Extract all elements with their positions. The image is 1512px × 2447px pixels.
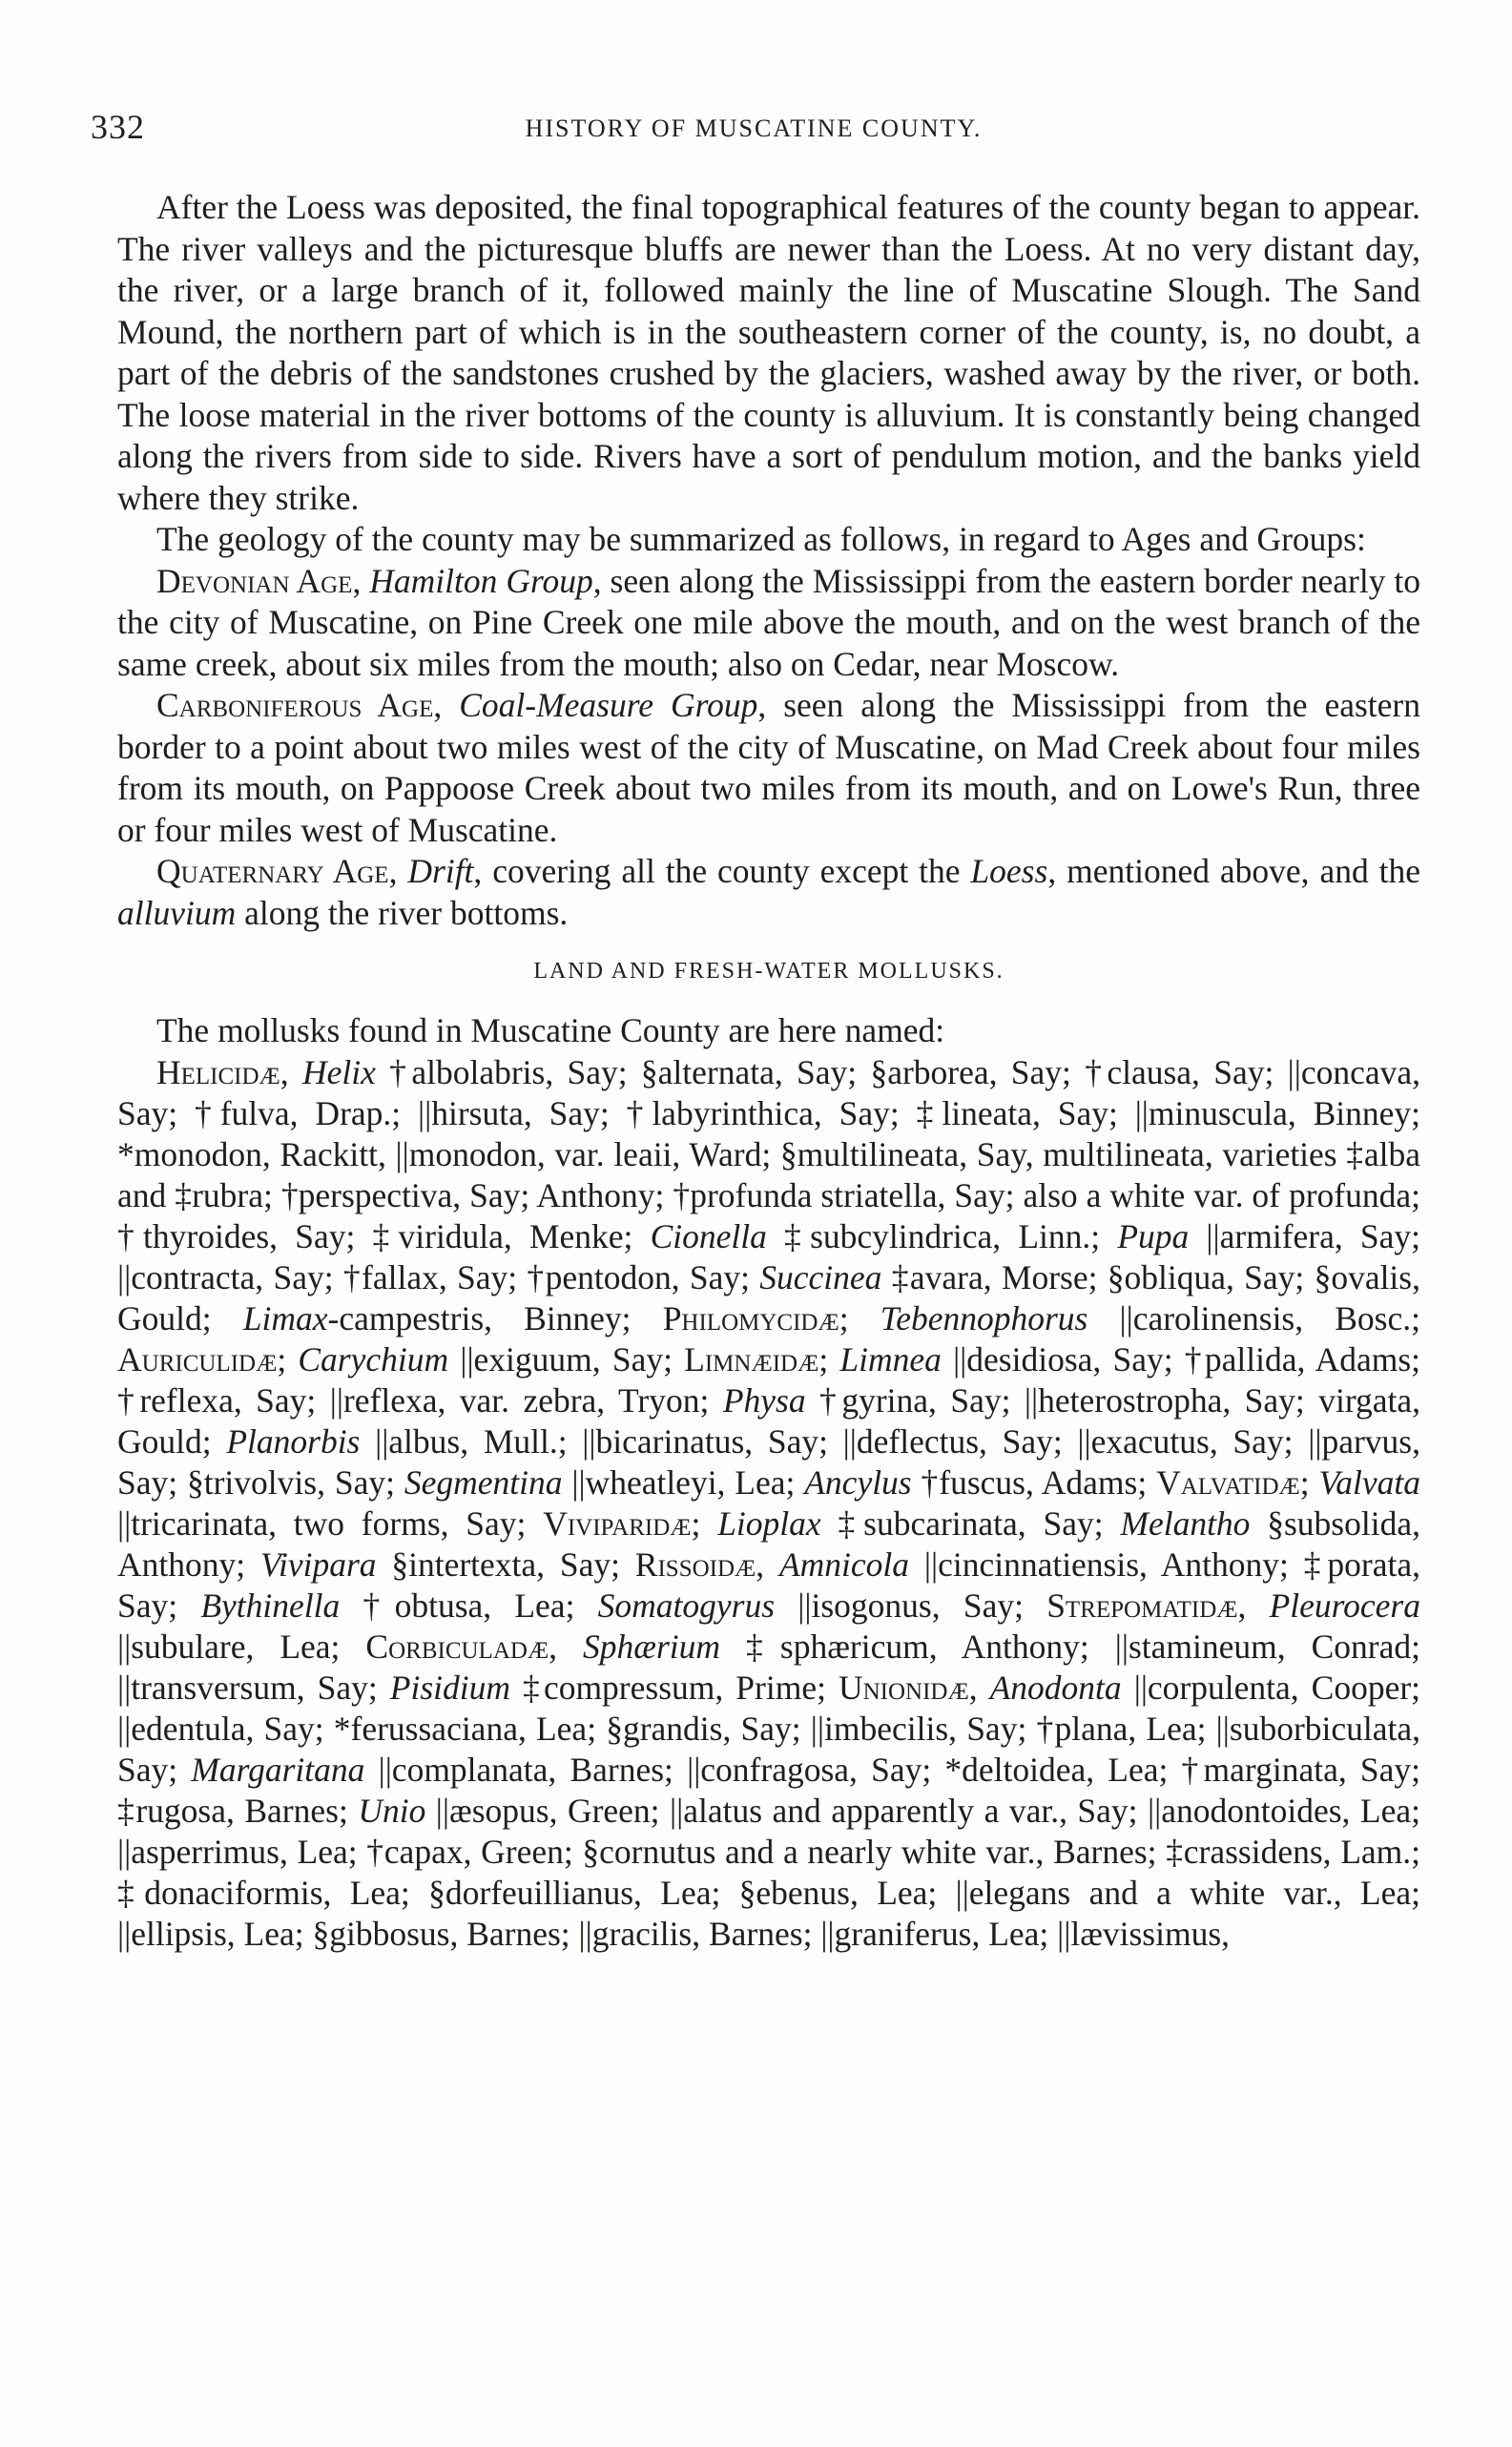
paragraph-carboniferous: Carboniferous Age, Coal-Measure Group, seen along the Mississippi from the eastern border to a point about two miles west of the city of Muscatine, on Mad Creek about four miles from its mouth, on Pappoose Creek about two miles from its mouth, and on Lowe's Run, three or four miles west of Muscatine.	[117, 686, 1421, 849]
page-number: 332	[91, 108, 145, 146]
genus-sphaerium: Sphærium	[583, 1627, 721, 1666]
genus-somatogyrus: Somatogyrus	[597, 1586, 776, 1625]
carboniferous-text: , seen along the Mississippi from the eastern border to a point about two miles west of the city of Muscatine, on Mad Creek about four miles from its mouth, on Pappoose Creek about two miles from its mouth, and on Lowe's Run, three or four miles west of Muscatine.	[117, 686, 1421, 849]
genus-cionella: Cionella	[650, 1216, 767, 1255]
paragraph-geology-summary: The geology of the county may be summarized as follows, in regard to Ages and Groups:	[156, 520, 1366, 558]
genus-bythinella: Bythinella	[200, 1586, 341, 1625]
genus-anodonta: Anodonta	[989, 1668, 1122, 1707]
family-limnaeidae: Limnæidæ	[684, 1339, 819, 1379]
genus-pleurocera: Pleurocera	[1269, 1586, 1420, 1625]
running-header	[91, 107, 1417, 155]
genus-melantho: Melantho	[1120, 1503, 1251, 1543]
genus-vivipara: Vivipara	[259, 1545, 377, 1584]
group-hamilton: Hamilton Group	[369, 561, 593, 600]
term-drift: Drift	[407, 852, 474, 890]
genus-margaritana: Margaritana	[191, 1750, 365, 1789]
family-helicidae: Helicidæ	[156, 1052, 280, 1091]
running-title: HISTORY OF MUSCATINE COUNTY.	[525, 114, 983, 142]
family-philomycidae: Philomycidæ	[662, 1298, 839, 1338]
genus-lioplax: Lioplax	[717, 1503, 821, 1543]
paragraph-mollusks-intro: The mollusks found in Muscatine County are here named:	[156, 1011, 945, 1049]
age-devonian: Devonian Age	[156, 561, 353, 600]
section-heading-mollusks: LAND AND FRESH-WATER MOLLUSKS.	[533, 959, 1005, 984]
genus-limax: Limax	[242, 1298, 328, 1338]
genus-pisidium: Pisidium	[389, 1668, 511, 1707]
term-loess: Loess	[970, 852, 1048, 890]
paragraph-loess: After the Loess was deposited, the final topographical features of the county began to appear. The river valleys and the picturesque bluffs are newer than the Loess. At no very distant day, the river, or a large branch of it, followed mainly the line of Muscatine Slough. The Sand Mound, the northern part of which is in the southeastern corner of the county, is, no doubt, a part of the debris of the sandstones crushed by the glaciers, washed away by the river, or both. The loose material in the river bottoms of the county is alluvium. It is constantly being changed along the rivers from side to side. Rivers have a sort of pendulum motion, and the banks yield where they strike.	[117, 188, 1420, 517]
family-unionidae: Unionidæ	[838, 1668, 969, 1707]
genus-physa: Physa	[722, 1380, 806, 1420]
genus-pupa: Pupa	[1117, 1216, 1190, 1255]
genus-segmentina: Segmentina	[404, 1462, 563, 1502]
genus-unio: Unio	[358, 1791, 426, 1830]
genus-carychium: Carychium	[298, 1339, 449, 1379]
genus-planorbis: Planorbis	[226, 1421, 361, 1461]
group-coal-measure: Coal-Measure Group	[459, 686, 758, 724]
genus-amnicola: Amnicola	[778, 1545, 910, 1584]
family-strepomatidae: Strepomatidæ	[1046, 1586, 1238, 1625]
genus-helix: Helix	[301, 1052, 376, 1091]
paragraph-mollusk-list: Helicidæ, Helix †albolabris, Say; §alternata, Say; §arborea, Say; †clausa, Say; ||concava, Say; †fulva, Drap.; ||hirsuta, Say; †labyrinthica, Say; ‡lineata, Say; ||minuscula, Binney; *monodon, Rackitt, ||monodon, var. leaii, Ward; §multilineata, Say, multilineata, varieties ‡alba and ‡rubra; †perspectiva, Say; Anthony; †profunda striatella, Say; also a white var. of profunda; †thyroides, Say; ‡viridula, Menke; Cionella ‡subcylindrica, Linn.; Pupa ||armifera, Say; ||contracta, Say; †fallax, Say; †pentodon, Say; Succinea ‡avara, Morse; §obliqua, Say; §ovalis, Gould; Limax-campestris, Binney; Philomycidæ; Tebennophorus ||carolinensis, Bosc.; Auriculidæ; Carychium ||exiguum, Say; Limnæidæ; Limnea ||desidiosa, Say; †pallida, Adams; †reflexa, Say; ||reflexa, var. zebra, Tryon; Physa †gyrina, Say; ||heterostropha, Say; virgata, Gould; Planorbis ||albus, Mull.; ||bicarinatus, Say; ||deflectus, Say; ||exacutus, Say; ||parvus, Say; §trivolvis, Say; Segmentina ||wheatleyi, Lea; Ancylus †fuscus, Adams; Valvatidæ; Valvata ||tricarinata, two forms, Say; Viviparidæ; Lioplax ‡subcarinata, Say; Melantho §subsolida, Anthony; Vivipara §intertexta, Say; Rissoidæ, Amnicola ||cincinnatiensis, Anthony; ‡porata, Say; Bythinella †obtusa, Lea; Somatogyrus ||isogonus, Say; Strepomatidæ, Pleurocera ||subulare, Lea; Corbiculadæ, Sphærium ‡sphæricum, Anthony; ||stamineum, Conrad; ||transversum, Say; Pisidium ‡compressum, Prime; Unionidæ, Anodonta ||corpulenta, Cooper; ||edentula, Say; *ferussaciana, Lea; §grandis, Say; ||imbecilis, Say; †plana, Lea; ||suborbiculata, Say; Margaritana ||complanata, Barnes; ||confragosa, Say; *deltoidea, Lea; †marginata, Say; ‡rugosa, Barnes; Unio ||æsopus, Green; ||alatus and apparently a var., Say; ||anodontoides, Lea; ||asperrimus, Lea; †capax, Green; §cornutus and a nearly white var., Barnes; ‡crassidens, Lam.; ‡donaciformis, Lea; §dorfeuillianus, Lea; §ebenus, Lea; ||elegans and a white var., Lea; ||ellipsis, Lea; §gibbosus, Barnes; ||gracilis, Barnes; ||graniferus, Lea; ||lævissimus,	[117, 1052, 1421, 1953]
family-rissoidae: Rissoidæ	[634, 1545, 756, 1584]
genus-succinea: Succinea	[759, 1257, 882, 1296]
paragraph-quaternary: Quaternary Age, Drift, covering all the county except the Loess, mentioned above, and the alluvium along the river bottoms.	[117, 852, 1420, 932]
genus-tebennophorus: Tebennophorus	[880, 1298, 1088, 1338]
age-quaternary: Quaternary Age	[156, 852, 389, 890]
devonian-text: , seen along the Mississippi from the eastern border nearly to the city of Muscatine, on Pine Creek one mile above the mouth, and on the west branch of the same creek, about six miles from the mouth; also on Cedar, near Moscow.	[117, 561, 1421, 683]
age-carboniferous: Carboniferous Age	[156, 686, 434, 724]
family-valvatidae: Valvatidæ	[1156, 1462, 1300, 1502]
family-viviparidae: Viviparidæ	[543, 1503, 692, 1543]
term-alluvium: alluvium	[117, 893, 237, 932]
genus-limnea: Limnea	[839, 1339, 942, 1379]
genus-ancylus: Ancylus	[804, 1462, 912, 1502]
genus-valvata: Valvata	[1318, 1462, 1420, 1502]
family-auriculidae: Auriculidæ	[117, 1339, 278, 1379]
body-text	[117, 187, 1420, 1955]
family-corbiculadae: Corbiculadæ	[365, 1627, 549, 1666]
paragraph-devonian: Devonian Age, Hamilton Group, seen along the Mississippi from the eastern border nearly to the city of Muscatine, on Pine Creek one mile above the mouth, and on the west branch of the same creek, about six miles from the mouth; also on Cedar, near Moscow.	[117, 561, 1421, 683]
